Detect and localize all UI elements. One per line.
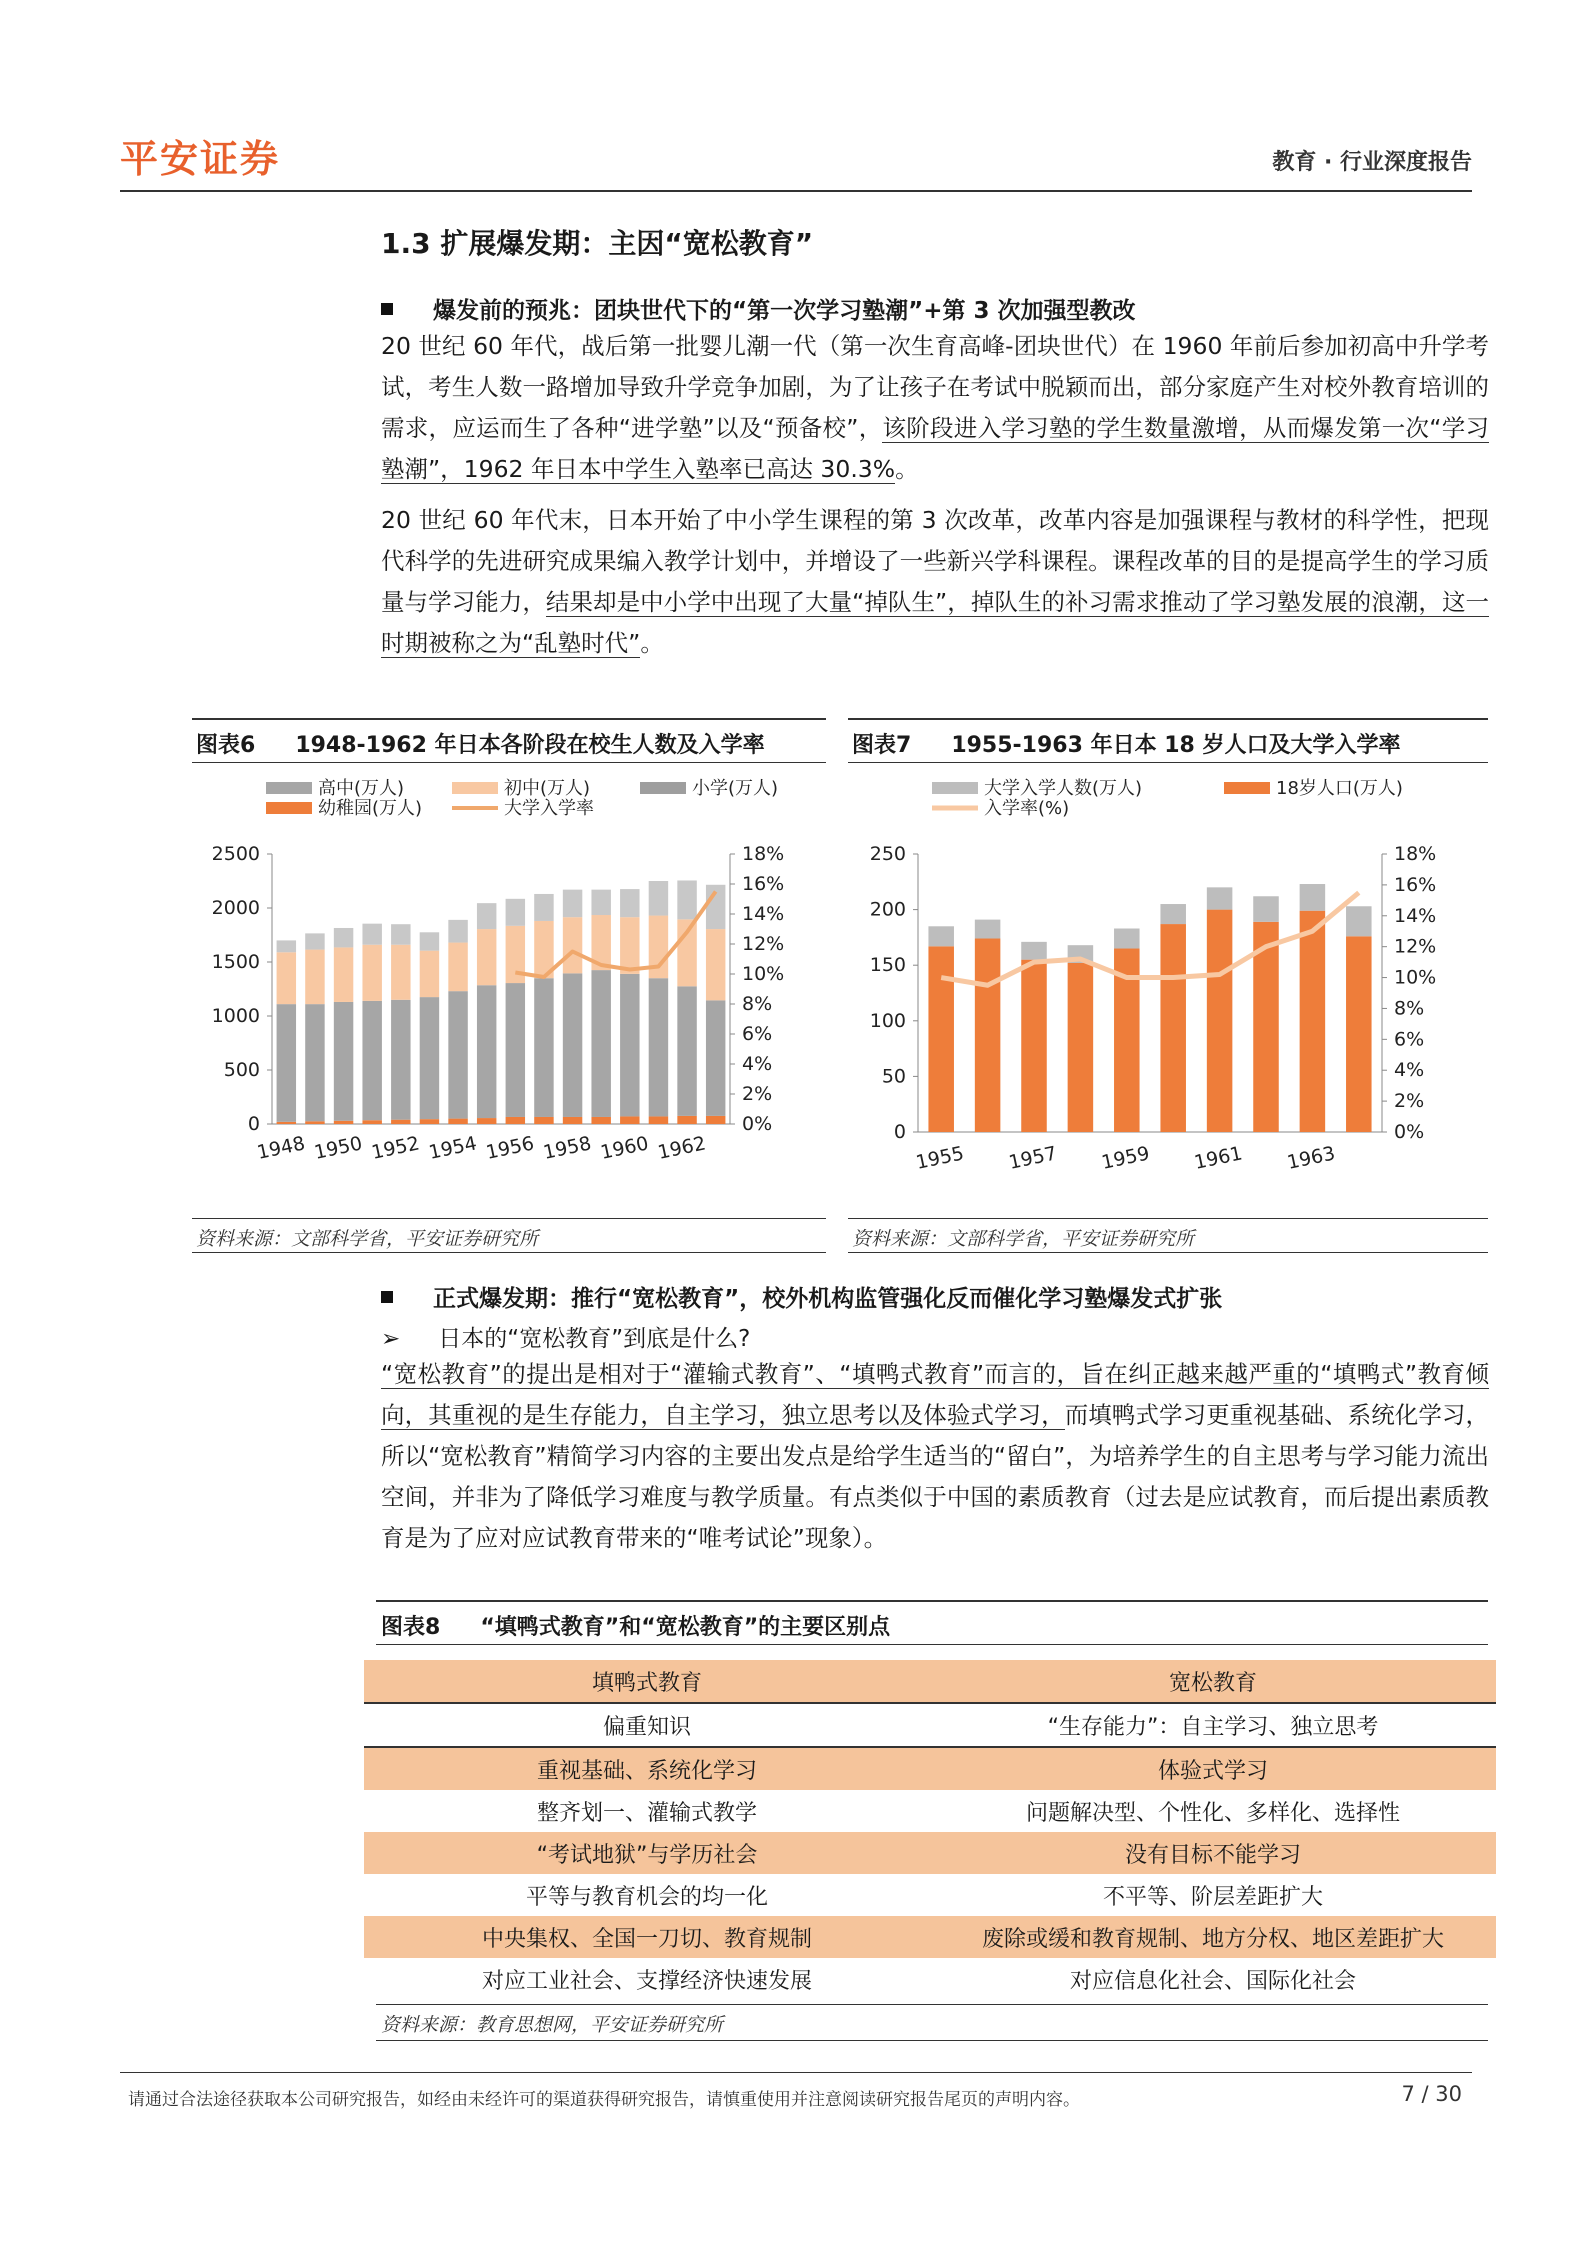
y-tick-label: 2000 — [211, 897, 260, 919]
fig7-number: 图表7 — [852, 733, 912, 758]
bar-高中(万人)-1957 — [534, 894, 553, 921]
bar-小学(万人)-1954 — [448, 991, 467, 1118]
bar-小学(万人)-1956 — [506, 983, 525, 1117]
fig6-top-rule — [192, 718, 826, 720]
fig8-source-rule — [376, 2040, 1488, 2041]
bar-小学(万人)-1948 — [277, 1004, 296, 1122]
line-入学率 — [941, 893, 1359, 986]
y2-tick-label: 8% — [742, 993, 773, 1015]
table-row — [364, 1747, 1496, 1790]
paragraph-1-end: 。 — [895, 455, 919, 483]
y2-tick-label: 14% — [742, 903, 785, 925]
bar-幼稚园(万人)-1950 — [334, 1121, 353, 1124]
legend-label: 大学入学人数(万人) — [984, 778, 1143, 799]
table-cell: 问题解决型、个性化、多样化、选择性 — [1025, 1800, 1400, 1826]
bar-小学(万人)-1962 — [677, 986, 696, 1116]
fig7-title-text: 1955-1963 年日本 18 岁人口及大学入学率 — [951, 733, 1401, 758]
bar-初中(万人)-1955 — [477, 929, 496, 985]
fig7-top-rule — [848, 718, 1488, 720]
y2-tick-label: 0% — [742, 1113, 773, 1135]
bar-高中(万人)-1948 — [277, 940, 296, 952]
y2-tick-label: 0% — [1394, 1121, 1425, 1143]
y2-tick-label: 16% — [742, 873, 785, 895]
bar-大学入学人数-0 — [928, 926, 954, 946]
bar-高中(万人)-1960 — [620, 889, 639, 917]
bar-小学(万人)-1957 — [534, 978, 553, 1117]
bar-高中(万人)-1949 — [305, 933, 324, 949]
bar-小学(万人)-1953 — [420, 997, 439, 1119]
arrow-bullet-icon: ➢ — [381, 1326, 401, 1352]
y-tick-label: 0 — [893, 1121, 906, 1143]
bar-幼稚园(万人)-1955 — [477, 1118, 496, 1124]
fig8-number: 图表8 — [381, 1615, 441, 1640]
y2-tick-label: 14% — [1394, 904, 1437, 927]
bar-高中(万人)-1953 — [420, 932, 439, 950]
bar-幼稚园(万人)-1962 — [677, 1116, 696, 1124]
bar-18岁人口-0 — [928, 946, 954, 1132]
bar-18岁人口-3 — [1068, 963, 1094, 1132]
x-tick-label: 1962 — [655, 1132, 708, 1164]
table-row — [364, 1874, 1496, 1916]
legend-swatch-0 — [266, 782, 312, 794]
bar-18岁人口-1 — [975, 939, 1001, 1132]
bar-幼稚园(万人)-1949 — [305, 1121, 324, 1124]
bar-高中(万人)-1958 — [563, 890, 582, 918]
footer-disclaimer: 请通过合法途径获取本公司研究报告，如经由未经许可的渠道获得研究报告，请慎重使用并注意阅读研究报告尾页的声明内容。 — [128, 2090, 1080, 2110]
table-cell: “考试地狱”与学历社会 — [364, 1832, 930, 1874]
bar-大学入学人数-2 — [1021, 942, 1047, 960]
y2-tick-label: 6% — [1394, 1028, 1425, 1051]
bar-小学(万人)-1955 — [477, 985, 496, 1118]
bar-初中(万人)-1954 — [448, 943, 467, 992]
fig7-source-rule — [848, 1252, 1488, 1253]
bar-幼稚园(万人)-1958 — [563, 1117, 582, 1124]
bullet-square-icon — [381, 303, 393, 315]
table-cell: 体验式学习 — [930, 1747, 1496, 1790]
table-row — [364, 1703, 1496, 1747]
y-tick-label: 100 — [869, 1009, 906, 1032]
bar-小学(万人)-1952 — [391, 1000, 410, 1120]
bar-高中(万人)-1954 — [448, 920, 467, 943]
fig7-source: 资料来源：文部科学省，平安证券研究所 — [852, 1228, 1195, 1250]
x-tick-label: 1954 — [426, 1132, 479, 1164]
paragraph-1-underlined: 该阶段进入学习塾的学生数量激增，从而爆发第一次“学习塾潮”，1962 年日本中学生入塾率已高达 30.3% — [381, 414, 1489, 483]
bar-高中(万人)-1951 — [362, 924, 381, 945]
paragraph-2 — [381, 500, 1489, 664]
bar-高中(万人)-1955 — [477, 903, 496, 929]
fig7-chart — [848, 768, 1488, 1208]
fig7-bottom-rule — [848, 1218, 1488, 1219]
y2-tick-label: 18% — [742, 843, 785, 865]
paragraph-2-underlined: 结果却是中小学中出现了大量“掉队生”，掉队生的补习需求推动了学习塾发展的浪潮，这一时期被称之为“乱塾时代” — [381, 588, 1490, 657]
x-tick-label: 1948 — [255, 1132, 308, 1164]
y-tick-label: 2500 — [211, 843, 260, 865]
bar-小学(万人)-1959 — [591, 970, 610, 1117]
bar-小学(万人)-1950 — [334, 1002, 353, 1121]
table-header-cell: 宽松教育 — [930, 1660, 1496, 1703]
y2-tick-label: 2% — [1394, 1090, 1425, 1113]
y2-tick-label: 12% — [742, 933, 785, 955]
bar-幼稚园(万人)-1960 — [620, 1116, 639, 1124]
legend-label: 初中(万人) — [504, 778, 591, 799]
bar-小学(万人)-1949 — [305, 1004, 324, 1121]
doc-type: 教育 · 行业深度报告 — [1272, 150, 1472, 175]
x-tick-label: 1959 — [1099, 1142, 1152, 1174]
legend-label: 大学入学率 — [504, 798, 594, 819]
fig6-source: 资料来源：文部科学省，平安证券研究所 — [196, 1228, 539, 1250]
paragraph-1-text: 20 世纪 60 年代，战后第一批婴儿潮一代（第一次生育高峰-团块世代）在 1960 年前后参加初高中升学考试，考生人数一路增加导致升学竞争加剧，为了让孩子在考试中脱颖而出，部分家庭产生对校外教育培训的需求，应运而生了各种“进学塾”以及“预备校”， — [381, 332, 1489, 442]
paragraph-1 — [381, 326, 1489, 490]
table-row — [364, 1958, 1496, 2000]
bullet-heading-1 — [381, 292, 1136, 325]
bar-幼稚园(万人)-1954 — [448, 1119, 467, 1124]
y2-tick-label: 10% — [1394, 966, 1437, 989]
bar-初中(万人)-1953 — [420, 951, 439, 997]
fig6-number: 图表6 — [196, 733, 256, 758]
table-cell: 对应信息化社会、国际化社会 — [1069, 1968, 1356, 1994]
bar-初中(万人)-1963 — [706, 929, 725, 1000]
bullet-square-icon — [381, 1291, 393, 1303]
bullet-heading-1-text: 爆发前的预兆：团块世代下的“第一次学习塾潮”+第 3 次加强型教改 — [433, 298, 1136, 324]
x-tick-label: 1957 — [1006, 1142, 1059, 1174]
fig8-source: 资料来源：教育思想网，平安证券研究所 — [381, 2014, 724, 2036]
bar-初中(万人)-1949 — [305, 950, 324, 1005]
bar-幼稚园(万人)-1957 — [534, 1117, 553, 1124]
table-header-cell: 填鸭式教育 — [364, 1660, 930, 1703]
bar-高中(万人)-1962 — [677, 880, 696, 919]
paragraph-2-text: 20 世纪 60 年代末，日本开始了中小学生课程的第 3 次改革，改革内容是加强课程与教材的科学性，把现代科学的先进研究成果编入教学计划中，并增设了一些新兴学科课程。课程改革的目的是提高学生的学习质量与学习能力， — [381, 506, 1489, 616]
fig6-title-rule — [192, 762, 826, 763]
legend-label: 幼稚园(万人) — [318, 798, 423, 819]
y-tick-label: 0 — [247, 1113, 260, 1135]
bar-大学入学人数-8 — [1300, 884, 1326, 911]
legend-swatch-0 — [932, 782, 978, 794]
y-tick-label: 500 — [223, 1059, 260, 1081]
table-cell: 偏重知识 — [364, 1703, 930, 1747]
y2-tick-label: 18% — [1394, 843, 1437, 865]
bar-高中(万人)-1959 — [591, 890, 610, 915]
x-tick-label: 1952 — [369, 1132, 422, 1164]
table-row — [364, 1832, 1496, 1874]
fig8-title — [381, 1610, 890, 1641]
fig6-source-rule — [192, 1252, 826, 1253]
table-cell: 没有目标不能学习 — [930, 1832, 1496, 1874]
bar-小学(万人)-1961 — [649, 978, 668, 1116]
paragraph-3-underlined: “宽松教育”的提出是相对于“灌输式教育”、“填鸭式教育”而言的，旨在纠正越来越严重的“填鸭式”教育倾向，其重视的是生存能力，自主学习，独立思考以及体验式学习， — [381, 1360, 1489, 1429]
footer-rule — [120, 2072, 1472, 2073]
bar-高中(万人)-1952 — [391, 924, 410, 945]
bar-18岁人口-8 — [1300, 911, 1326, 1132]
table-cell: 对应工业社会、支撑经济快速发展 — [481, 1968, 812, 1994]
bar-幼稚园(万人)-1953 — [420, 1119, 439, 1124]
y2-tick-label: 6% — [742, 1023, 773, 1045]
legend-label: 小学(万人) — [692, 778, 779, 799]
legend-label: 入学率(%) — [984, 798, 1070, 819]
bar-幼稚园(万人)-1959 — [591, 1117, 610, 1124]
bar-高中(万人)-1961 — [649, 881, 668, 916]
x-tick-label: 1955 — [914, 1142, 966, 1174]
sub-point-1-text: 日本的“宽松教育”到底是什么? — [438, 1326, 751, 1352]
table-cell: 不平等、阶层差距扩大 — [1102, 1884, 1323, 1910]
table-cell: 整齐划一、灌输式教学 — [536, 1800, 757, 1826]
x-tick-label: 1963 — [1285, 1142, 1338, 1174]
bar-幼稚园(万人)-1952 — [391, 1120, 410, 1124]
x-tick-label: 1958 — [541, 1132, 594, 1164]
paragraph-3 — [381, 1354, 1489, 1559]
legend-label: 高中(万人) — [318, 778, 405, 799]
table-cell: 中央集权、全国一刀切、教育规制 — [364, 1916, 930, 1958]
bar-大学入学人数-1 — [975, 920, 1001, 939]
table-row — [364, 1916, 1496, 1958]
fig7-title — [852, 728, 1401, 759]
bar-小学(万人)-1963 — [706, 1000, 725, 1116]
fig8-top-rule — [376, 1600, 1488, 1602]
bar-高中(万人)-1963 — [706, 885, 725, 929]
bar-初中(万人)-1958 — [563, 917, 582, 973]
bar-幼稚园(万人)-1963 — [706, 1116, 725, 1124]
bullet-heading-2 — [381, 1280, 1222, 1313]
legend-swatch-1 — [1224, 782, 1270, 794]
legend-swatch-2 — [640, 782, 686, 794]
bar-幼稚园(万人)-1961 — [649, 1116, 668, 1124]
bar-大学入学人数-4 — [1114, 929, 1140, 949]
y-tick-label: 1500 — [211, 951, 260, 973]
legend-swatch-3 — [266, 802, 312, 814]
y-tick-label: 150 — [869, 954, 906, 977]
bar-小学(万人)-1960 — [620, 974, 639, 1117]
y2-tick-label: 8% — [1394, 997, 1425, 1020]
bar-小学(万人)-1951 — [362, 1001, 381, 1120]
bar-初中(万人)-1948 — [277, 952, 296, 1004]
table-row — [364, 1790, 1496, 1832]
bar-大学入学人数-7 — [1253, 896, 1279, 922]
fig6-title — [196, 728, 765, 759]
sub-point-1 — [381, 1320, 750, 1353]
fig8-title-text: “填鸭式教育”和“宽松教育”的主要区别点 — [480, 1615, 891, 1640]
fig8-bottom-rule — [376, 2004, 1488, 2005]
x-tick-label: 1956 — [484, 1132, 537, 1164]
brand-logo: 平安证券 — [120, 137, 281, 181]
fig8-title-rule — [376, 1644, 1488, 1645]
y2-tick-label: 4% — [742, 1053, 773, 1075]
paragraph-2-end: 。 — [640, 629, 664, 657]
bar-大学入学人数-6 — [1207, 887, 1233, 909]
bar-大学入学人数-9 — [1346, 906, 1372, 936]
bar-18岁人口-2 — [1021, 960, 1047, 1132]
bar-初中(万人)-1951 — [362, 945, 381, 1001]
y-tick-label: 1000 — [211, 1005, 260, 1027]
bar-18岁人口-5 — [1160, 924, 1186, 1132]
bar-初中(万人)-1952 — [391, 945, 410, 1000]
bar-大学入学人数-5 — [1160, 904, 1186, 924]
y-tick-label: 50 — [881, 1065, 906, 1088]
y2-tick-label: 12% — [1394, 935, 1437, 958]
x-tick-label: 1950 — [312, 1132, 365, 1164]
bar-高中(万人)-1950 — [334, 928, 353, 947]
y2-tick-label: 2% — [742, 1083, 773, 1105]
table-header-row — [364, 1660, 1496, 1703]
table-cell: “生存能力”：自主学习、独立思考 — [930, 1703, 1496, 1747]
x-tick-label: 1960 — [598, 1132, 651, 1164]
y2-tick-label: 10% — [742, 963, 785, 985]
bar-18岁人口-6 — [1207, 910, 1233, 1132]
bar-幼稚园(万人)-1951 — [362, 1120, 381, 1124]
bullet-heading-2-text: 正式爆发期：推行“宽松教育”，校外机构监管强化反而催化学习塾爆发式扩张 — [433, 1286, 1223, 1312]
y-tick-label: 200 — [869, 898, 906, 921]
x-tick-label: 1961 — [1192, 1142, 1245, 1174]
y2-tick-label: 4% — [1394, 1059, 1425, 1082]
fig6-chart — [192, 768, 826, 1208]
y-tick-label: 250 — [869, 843, 906, 865]
bar-幼稚园(万人)-1948 — [277, 1122, 296, 1124]
legend-label: 18岁人口(万人) — [1276, 778, 1403, 799]
fig6-bottom-rule — [192, 1218, 826, 1219]
y2-tick-label: 16% — [1394, 873, 1437, 896]
comparison-table — [364, 1660, 1496, 2000]
header-rule — [120, 190, 1472, 192]
fig6-title-text: 1948-1962 年日本各阶段在校生人数及入学率 — [295, 733, 765, 758]
table-cell: 废除或缓和教育规制、地方分权、地区差距扩大 — [930, 1916, 1496, 1958]
fig7-title-rule — [848, 762, 1488, 763]
bar-初中(万人)-1960 — [620, 917, 639, 974]
bar-高中(万人)-1956 — [506, 899, 525, 926]
table-cell: 平等与教育机会的均一化 — [525, 1884, 768, 1910]
bar-幼稚园(万人)-1956 — [506, 1117, 525, 1124]
bar-初中(万人)-1950 — [334, 947, 353, 1002]
table-cell: 重视基础、系统化学习 — [364, 1747, 930, 1790]
bar-小学(万人)-1958 — [563, 973, 582, 1117]
paragraph-3-text: 而填鸭式学习更重视基础、系统化学习，所以“宽松教育”精简学习内容的主要出发点是给学生适当的“留白”，为培养学生的自主思考与学习能力流出空间，并非为了降低学习难度与教学质量。有点类似于中国的素质教育（过去是应试教育，而后提出素质教育是为了应对应试教育带来的“唯考试论”现象）。 — [381, 1401, 1490, 1552]
section-title: 1.3 扩展爆发期：主因“宽松教育” — [381, 227, 814, 260]
page-number: 7 / 30 — [1401, 2082, 1462, 2106]
legend-swatch-1 — [452, 782, 498, 794]
bar-18岁人口-9 — [1346, 936, 1372, 1132]
